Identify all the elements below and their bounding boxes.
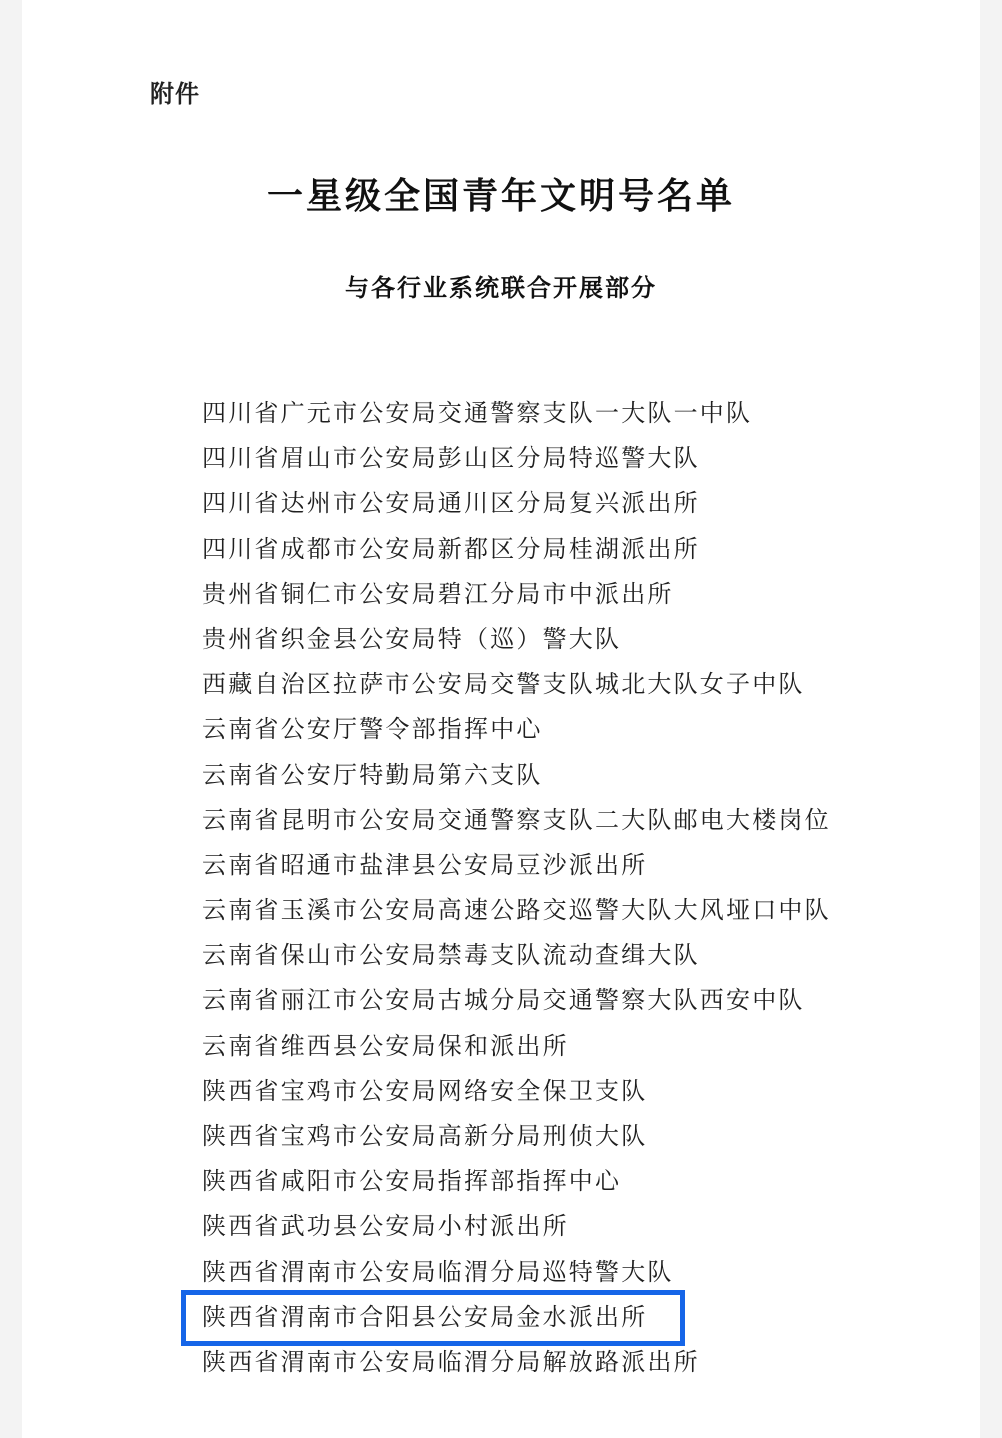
list-item: 云南省丽江市公安局古城分局交通警察大队西安中队 [202, 986, 805, 1015]
list-item: 贵州省织金县公安局特（巡）警大队 [202, 624, 622, 653]
list-item: 贵州省铜仁市公安局碧江分局市中派出所 [202, 579, 674, 608]
attachment-label: 附件 [150, 80, 200, 108]
list-item: 陕西省宝鸡市公安局网络安全保卫支队 [202, 1076, 648, 1105]
list-item: 云南省昭通市盐津县公安局豆沙派出所 [202, 850, 648, 879]
document-title: 一星级全国青年文明号名单 [266, 175, 735, 217]
list-item: 四川省成都市公安局新都区分局桂湖派出所 [202, 534, 700, 563]
list-item: 四川省达州市公安局通川区分局复兴派出所 [202, 489, 700, 518]
list-item-highlighted: 陕西省渭南市合阳县公安局金水派出所 [202, 1302, 648, 1331]
list-item: 云南省公安厅特勤局第六支队 [202, 760, 543, 789]
list-item: 云南省玉溪市公安局高速公路交巡警大队大风垭口中队 [202, 896, 831, 925]
list-item: 陕西省渭南市公安局临渭分局解放路派出所 [202, 1347, 700, 1376]
list-item: 四川省广元市公安局交通警察支队一大队一中队 [202, 399, 753, 427]
list-item: 云南省保山市公安局禁毒支队流动查缉大队 [202, 941, 700, 970]
list-item: 陕西省咸阳市公安局指挥部指挥中心 [202, 1167, 622, 1196]
entry-list [202, 391, 831, 1385]
list-item: 陕西省渭南市公安局临渭分局巡特警大队 [202, 1257, 674, 1286]
list-item: 西藏自治区拉萨市公安局交警支队城北大队女子中队 [202, 670, 805, 699]
list-item: 陕西省武功县公安局小村派出所 [202, 1212, 569, 1241]
list-item: 云南省公安厅警令部指挥中心 [202, 715, 543, 744]
list-item: 云南省昆明市公安局交通警察支队二大队邮电大楼岗位 [202, 805, 831, 834]
list-item: 云南省维西县公安局保和派出所 [202, 1031, 569, 1060]
list-item: 陕西省宝鸡市公安局高新分局刑侦大队 [202, 1122, 648, 1150]
document-subtitle: 与各行业系统联合开展部分 [345, 273, 657, 302]
list-item: 四川省眉山市公安局彭山区分局特巡警大队 [202, 444, 700, 473]
highlight-box [181, 1290, 685, 1346]
